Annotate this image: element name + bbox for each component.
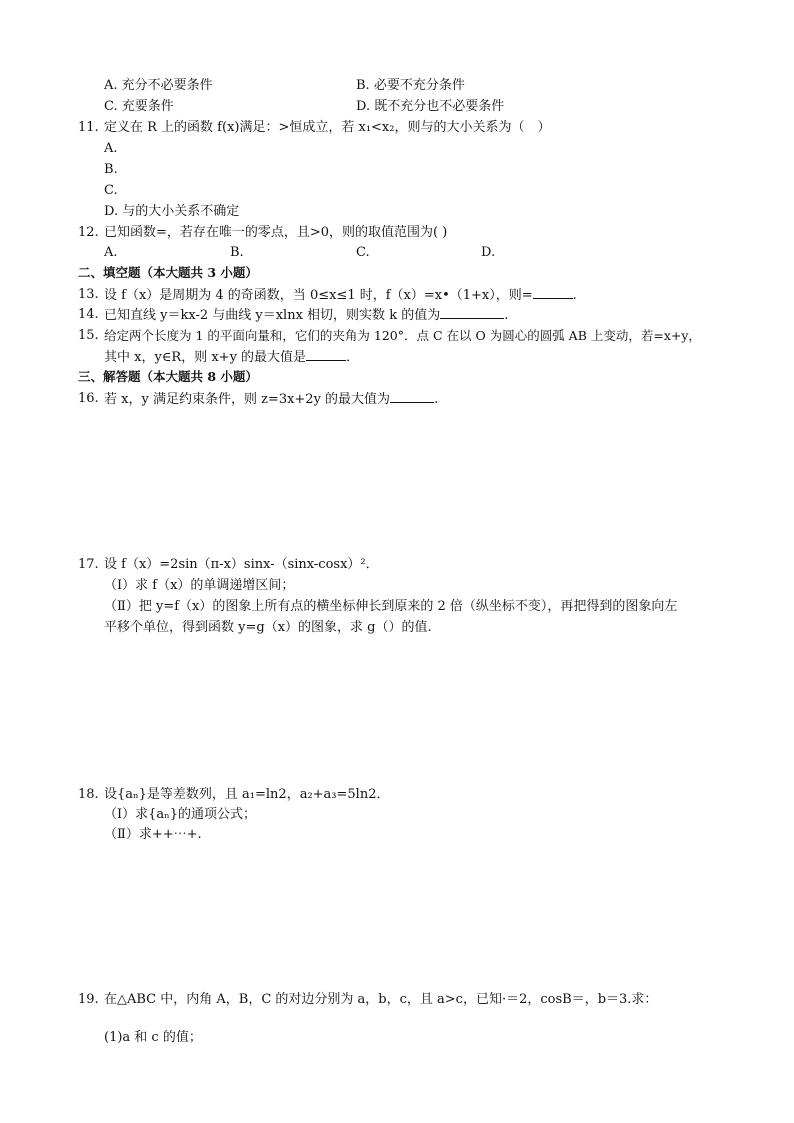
q13-number: 13. (78, 287, 99, 302)
q16-answer-blank[interactable] (390, 390, 434, 403)
section-solve-heading: 三、解答题（本大题共 8 小题） (78, 369, 258, 384)
q11-number: 11. (78, 120, 99, 135)
q10-option-c: C. 充要条件 (104, 99, 174, 114)
q14-tail: . (504, 308, 509, 323)
q12-option-b: B. (230, 245, 244, 260)
q17-part1: （Ⅰ）求 f（x）的单调递增区间； (104, 578, 295, 593)
q19-stem: 在△ABC 中，内角 A，B，C 的对边分别为 a，b，c，且 a>c，已知·＝2，cosB＝，b＝3.求： (104, 992, 658, 1007)
q11-option-a: A. (104, 141, 118, 156)
q12-option-a: A. (104, 245, 118, 260)
q18-part2: （Ⅱ）求++⋯+. (104, 827, 202, 842)
q17-number: 17. (78, 557, 99, 572)
q17-part2: （Ⅱ）把 y=f（x）的图象上所有点的横坐标伸长到原来的 2 倍（纵坐标不变），再把得到的图象向左 (104, 599, 678, 614)
q18-part1: （Ⅰ）求{aₙ}的通项公式； (104, 807, 257, 822)
q11-option-b: B. (104, 162, 118, 177)
q17-part2-cont: 平移个单位，得到函数 y=g（x）的图象，求 g（）的值. (104, 620, 432, 635)
q10-option-a: A. 充分不必要条件 (104, 78, 213, 93)
q15-number: 15. (78, 328, 99, 343)
q15-tail: ． (346, 350, 360, 365)
q11-stem: 定义在 R 上的函数 f(x)满足：>恒成立，若 x₁<x₂，则与的大小关系为（ ） (104, 120, 551, 135)
q16-tail: . (434, 392, 439, 407)
q16-number: 16. (78, 391, 99, 406)
q14-text: 已知直线 y＝kx-2 与曲线 y＝xlnx 相切，则实数 k 的值为 (104, 308, 441, 323)
q15-stem-line1: 给定两个长度为 1 的平面向量和，它们的夹角为 120°．点 C 在以 O 为圆心的圆弧 AB 上变动，若=x+y， (104, 328, 701, 343)
q15-text: 其中 x，y∈R，则 x+y 的最大值是 (104, 350, 307, 365)
q19-part1: (1)a 和 c 的值； (104, 1030, 202, 1045)
q12-option-c: C. (356, 245, 370, 260)
q12-stem: 已知函数=，若存在唯一的零点，且>0，则的取值范围为( ) (104, 225, 448, 240)
q10-option-b: B. 必要不充分条件 (356, 78, 465, 93)
q14-stem (104, 306, 508, 325)
q10-option-d: D. 既不充分也不必要条件 (356, 99, 505, 114)
q15-stem-line2 (104, 348, 359, 367)
q16-text: 若 x，y 满足约束条件，则 z=3x+2y 的最大值为 (104, 392, 391, 407)
q12-number: 12. (78, 225, 99, 240)
q18-number: 18. (78, 787, 99, 802)
q11-option-d: D. 与的大小关系不确定 (104, 204, 240, 219)
section-fill-in-heading: 二、填空题（本大题共 3 小题） (78, 265, 258, 280)
q14-answer-blank[interactable] (440, 306, 504, 319)
q18-stem: 设{aₙ}是等差数列，且 a₁=ln2，a₂+a₃=5ln2． (104, 787, 390, 802)
q19-number: 19. (78, 992, 99, 1007)
q13-answer-blank[interactable] (533, 286, 573, 299)
q13-tail: . (572, 288, 577, 303)
q13-stem (104, 286, 577, 305)
q12-option-d: D. (481, 245, 496, 260)
q11-option-c: C. (104, 183, 118, 198)
q17-stem: 设 f（x）=2sin（π-x）sinx-（sinx-cosx）²． (104, 557, 379, 572)
q15-answer-blank[interactable] (306, 348, 346, 361)
q16-stem (104, 390, 438, 409)
q14-number: 14. (78, 307, 99, 322)
q13-text: 设 f（x）是周期为 4 的奇函数，当 0≤x≤1 时，f（x）=x•（1+x），则= (104, 288, 533, 303)
